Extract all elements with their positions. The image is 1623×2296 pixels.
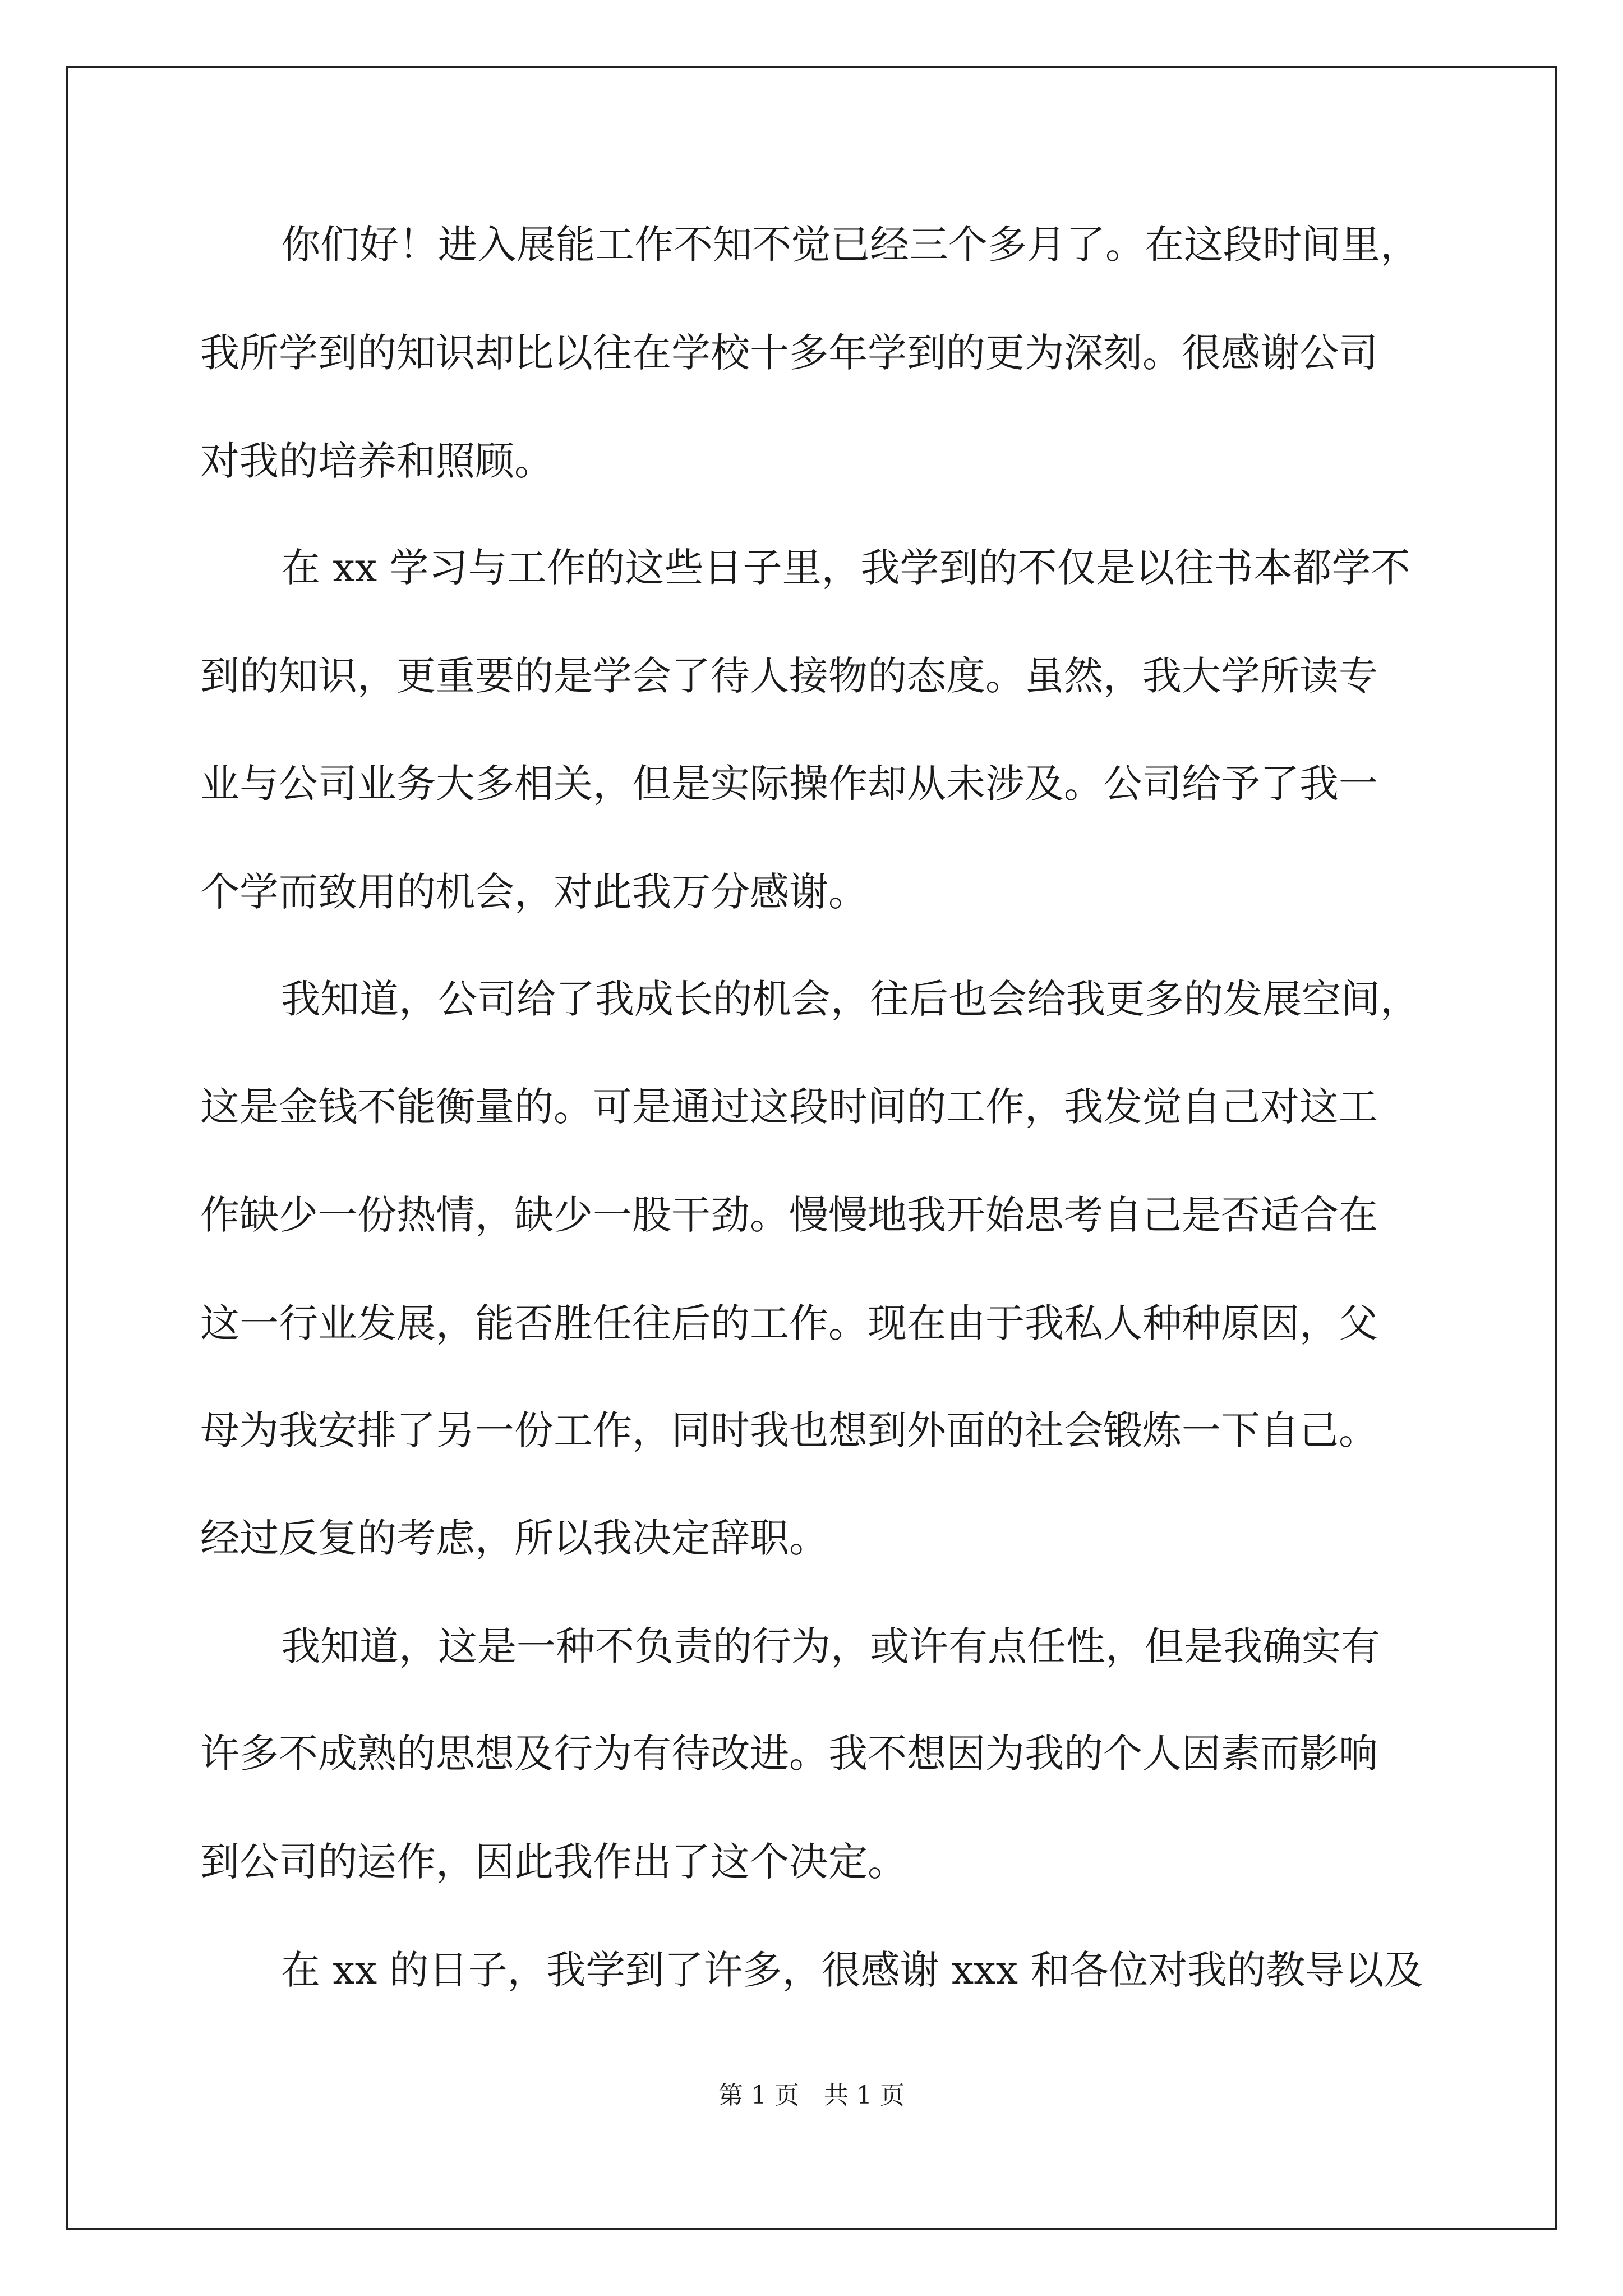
text-line: 在 xx 学习与工作的这些日子里，我学到的不仅是以往书本都学不 <box>281 545 1410 591</box>
text-line: 到公司的运作，因此我作出了这个决定。 <box>200 1839 907 1885</box>
text-line: 我知道，这是一种不负责的行为，或许有点任性，但是我确实有 <box>281 1623 1380 1669</box>
text-line: 我所学到的知识却比以往在学校十多年学到的更为深刻。很感谢公司 <box>200 330 1378 376</box>
text-line: 这一行业发展，能否胜任往后的工作。现在由于我私人种种原因，父 <box>200 1300 1378 1346</box>
text-line: 对我的培养和照顾。 <box>200 438 554 484</box>
page-number-footer: 第 1 页 共 1 页 <box>718 2081 905 2110</box>
text-line: 母为我安排了另一份工作，同时我也想到外面的社会锻炼一下自己。 <box>200 1407 1378 1453</box>
text-line: 这是金钱不能衡量的。可是通过这段时间的工作，我发觉自己对这工 <box>200 1084 1378 1130</box>
text-line: 到的知识，更重要的是学会了待人接物的态度。虽然，我大学所读专 <box>200 653 1378 699</box>
text-line: 许多不成熟的思想及行为有待改进。我不想因为我的个人因素而影响 <box>200 1731 1378 1777</box>
page-border <box>66 66 1557 2230</box>
text-line: 业与公司业务大多相关，但是实际操作却从未涉及。公司给予了我一 <box>200 761 1378 807</box>
text-line: 经过反复的考虑，所以我决定辞职。 <box>200 1515 828 1561</box>
text-line: 作缺少一份热情，缺少一股干劲。慢慢地我开始思考自己是否适合在 <box>200 1192 1378 1238</box>
text-line: 个学而致用的机会，对此我万分感谢。 <box>200 869 868 915</box>
text-line: 在 xx 的日子，我学到了许多，很感谢 xxx 和各位对我的教导以及 <box>281 1947 1423 1993</box>
text-line: 我知道，公司给了我成长的机会，往后也会给我更多的发展空间， <box>281 976 1419 1022</box>
text-line: 你们好！进入展能工作不知不觉已经三个多月了。在这段时间里， <box>281 222 1419 268</box>
